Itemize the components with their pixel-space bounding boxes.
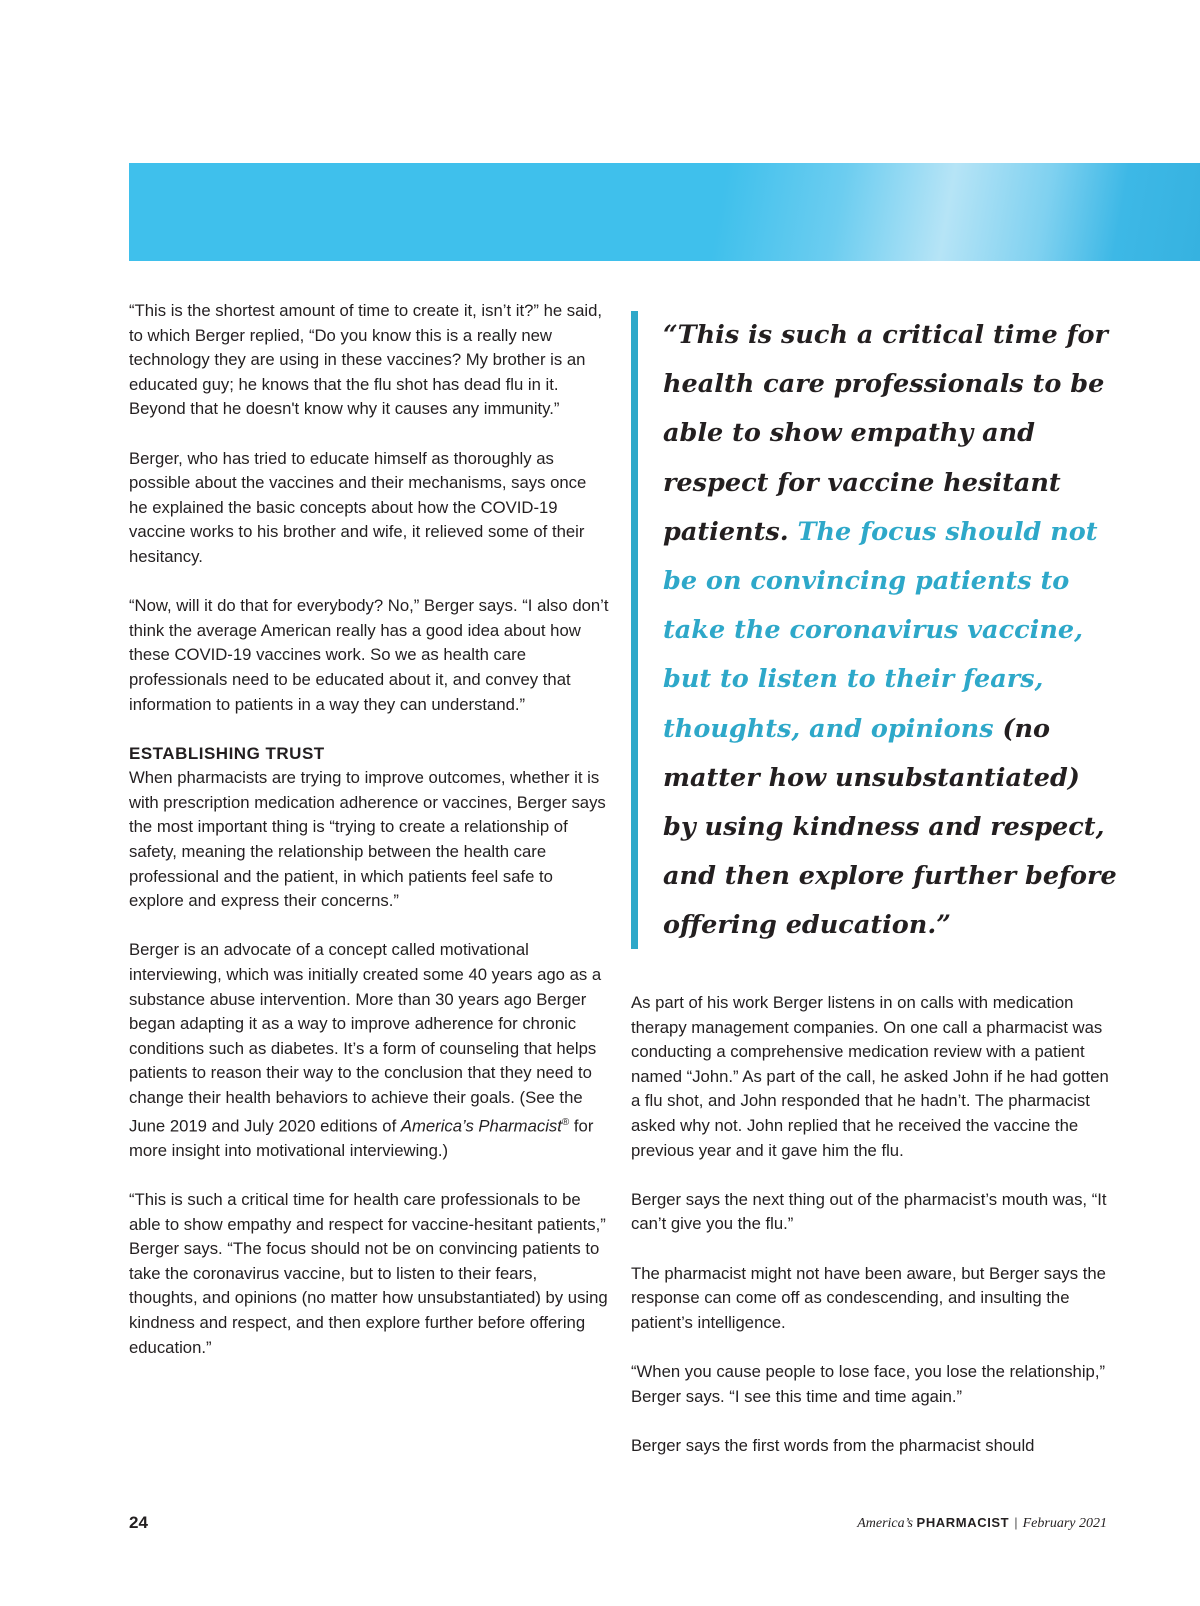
- paragraph: “Now, will it do that for everybody? No,” Berger says. “I also don’t think the average American really has a good idea about how these COVID-19 vaccines work. So we as health care professionals need to be educated about it, and convey that information to patients in a way they can understand.”: [129, 596, 609, 714]
- footer-masthead: [857, 1515, 1107, 1532]
- paragraph-text: Berger is an advocate of a concept called motivational interviewing, which was initially created some 40 years ago as a substance abuse intervention. More than 30 years ago Berger began adapting it as a way to improve adherence for chronic conditions such as diabetes. It’s a form of counseling that helps patients to reason their way to the conclusion that they need to change their health behaviors to achieve their goals. (See the June 2019 and July 2020 editions of: [129, 940, 602, 1136]
- issue-date: February 2021: [1022, 1516, 1107, 1531]
- masthead-prefix: America’s: [857, 1516, 913, 1531]
- pull-quote: [631, 311, 1118, 949]
- paragraph: “This is such a critical time for health care professionals to be able to show empathy and respect for vaccine-hesitant patients,” Berger says. “The focus should not be on convincing patients to take the coronavirus vaccine, but to listen to their fears, thoughts, and opinions (no matter how unsubstantiated) by using kindness and respect, and then explore further before offering education.”: [129, 1189, 608, 1357]
- registered-mark: ®: [561, 1116, 570, 1128]
- right-column: [631, 991, 1111, 1458]
- left-column: [129, 299, 609, 1360]
- paragraph: Berger, who has tried to educate himself as thoroughly as possible about the vaccines and their mechanisms, says once he explained the basic concepts about how the COVID-19 vaccine works to his brother and wife, it relieved some of their hesitancy.: [129, 448, 587, 566]
- paragraph: Berger says the first words from the pharmacist should: [631, 1435, 1035, 1455]
- section-heading: ESTABLISHING TRUST: [129, 743, 325, 763]
- header-banner: [129, 163, 1200, 261]
- paragraph: [129, 938, 609, 1163]
- paragraph: “This is the shortest amount of time to create it, isn’t it?” he said, to which Berger replied, “Do you know this is a really new technology they are using in these vaccines? My brother is an educated guy; he knows that the flu shot has dead flu in it. Beyond that he doesn't know why it causes any immunity.”: [129, 301, 603, 419]
- paragraph-text: for more insight into motivational interviewing.): [129, 1116, 594, 1160]
- paragraph: The pharmacist might not have been aware, but Berger says the response can come off as condescending, and insulting the patient’s intelligence.: [631, 1263, 1106, 1332]
- pull-quote-part: “This is such a critical time for health care professionals to be able to show empathy and respect for vaccine hesitant patients.: [663, 320, 1108, 547]
- pull-quote-highlight: The focus should not be on convincing patients to take the coronavirus vaccine, but to listen to their fears, thoughts, and opinions: [663, 516, 1098, 744]
- footer-separator: |: [1014, 1515, 1018, 1530]
- pull-quote-text: [638, 311, 1118, 951]
- paragraph: When pharmacists are trying to improve outcomes, whether it is with prescription medication adherence or vaccines, Berger says the most important thing is “trying to create a relationship of safety, meaning the relationship between the health care professional and the patient, in which patients feel safe to explore and express their concerns.”: [129, 768, 606, 911]
- paragraph: As part of his work Berger listens in on calls with medication therapy management companies. On one call a pharmacist was conducting a comprehensive medication review with a patient named “John.” As part of the call, he asked John if he had gotten a flu shot, and John responded that he hadn’t. The pharmacist asked why not. John replied that he received the vaccine the previous year and it gave him the flu.: [631, 993, 1109, 1160]
- page-number: 24: [129, 1513, 148, 1532]
- paragraph: “When you cause people to lose face, you lose the relationship,” Berger says. “I see this time and time again.”: [631, 1361, 1106, 1406]
- pull-quote-part: (no matter how unsubstantiated) by using kindness and respect, and then explore further before offering education.”: [663, 713, 1117, 941]
- magazine-title: America’s Pharmacist: [400, 1116, 562, 1136]
- masthead-name: PHARMACIST: [916, 1515, 1010, 1530]
- paragraph: Berger says the next thing out of the pharmacist’s mouth was, “It can’t give you the flu.”: [631, 1189, 1107, 1234]
